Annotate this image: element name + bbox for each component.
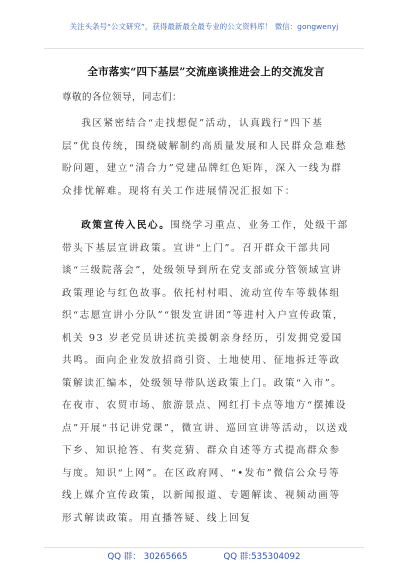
paragraph-lead-heading: 政策宣传入民心。	[81, 220, 171, 231]
paragraph-intro	[62, 113, 350, 203]
document-body	[62, 58, 350, 530]
footer-contact	[0, 550, 408, 562]
footer-divider	[44, 547, 364, 548]
paragraph-policy-text: 围绕学习重点、业务工作，处级干部带头下基层宣讲政策。宣讲“上门”。召开群众干部共同谈“三级院落会”，处级领导到所在党支部或分管领域宣讲政策理论与红色故事。依托村村唱、流动宣传车等载体组织“志愿宣讲小分队”“银发宣讲团”等进村入户宣传政策，机关 93 岁老党员讲述抗美援朝亲身经历，引发拥党爱国共鸣。面向企业发放招商引资、土地使用、征地拆迁等政策解读汇编本，处级领导带队送政策上门。政策“入市”。在夜市、农贸市场、旅游景点、网红打卡点等地方“摆摊设点”开展“书记讲党课”，微宣讲、巡回宣讲等活动，以送戏下乡、知识抢答、有奖竞猜、群众自述等方式提高群众参与度。知识“上网”。在区政府网、“•发布”微信公众号等线上媒介宣传政策，以新闻报道、专题解读、视频动画等形式解读政策。用直播答疑、线上回复	[62, 220, 349, 524]
footer-qq-group-1: QQ 群： 30265665	[107, 552, 188, 562]
header-divider	[44, 48, 364, 49]
paragraph-intro-text: 我区紧密结合“走找想促”活动，认真践行“四下基层”优良传统，围绕破解制约高质量发展和人民群众急难愁盼问题，建立“清合力”党建品牌红色矩阵，深入一线为群众排忧解难。现将有关工作进展情况汇报如下：	[62, 118, 348, 197]
header-banner: 关注头条号“公文研究”，获得最新最全最专业的公文资料库！ 微信：gongwenyj	[69, 22, 339, 31]
footer-qq-group-2: QQ 群:535304092	[223, 552, 301, 562]
salutation: 尊敬的各位领导，同志们：	[62, 92, 183, 103]
paragraph-policy-promotion	[62, 215, 350, 530]
document-title: 全市落实“四下基层”交流座谈推进会上的交流发言	[87, 66, 325, 78]
